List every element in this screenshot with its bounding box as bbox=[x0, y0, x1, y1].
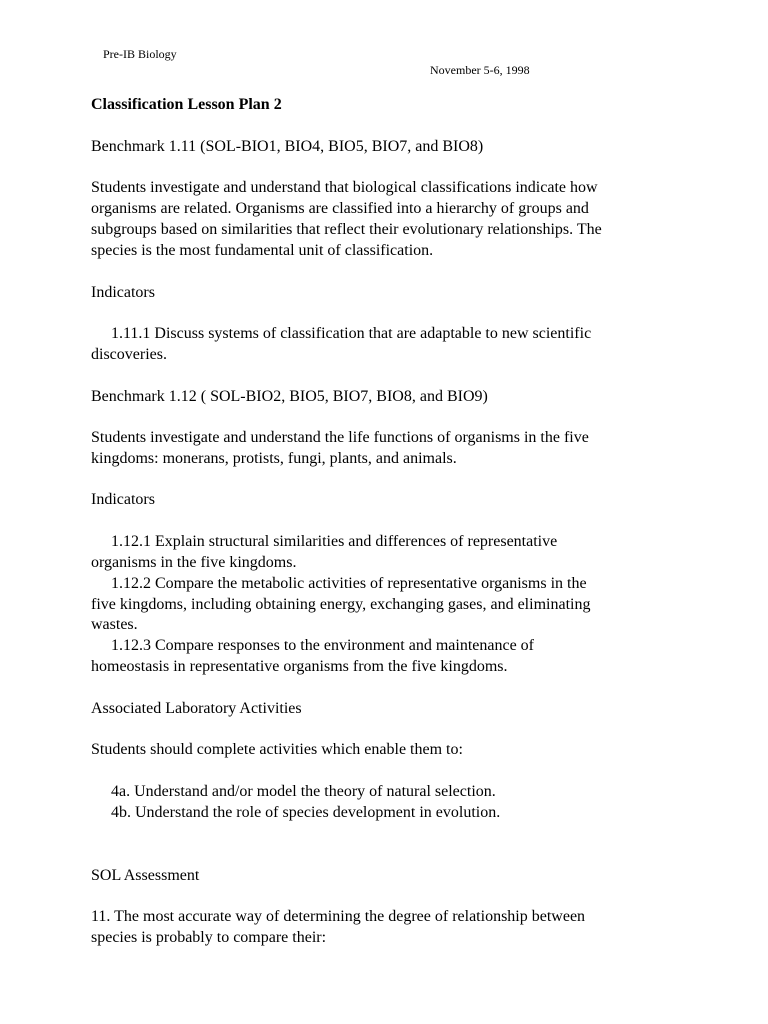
indicator-line: 1.12.3 Compare responses to the environment and maintenance of bbox=[111, 637, 534, 654]
indicator-line: homeostasis in representative organisms from the five kingdoms. bbox=[91, 658, 508, 675]
benchmark-1-text-line: species is the most fundamental unit of classification. bbox=[91, 242, 434, 259]
benchmark-2-text-line: kingdoms: monerans, protists, fungi, plants, and animals. bbox=[91, 450, 457, 467]
lab-heading: Associated Laboratory Activities bbox=[91, 700, 302, 717]
benchmark-2-heading: Benchmark 1.12 ( SOL-BIO2, BIO5, BIO7, BIO8, and BIO9) bbox=[91, 388, 488, 405]
benchmark-1-text-line: organisms are related. Organisms are classified into a hierarchy of groups and bbox=[91, 200, 589, 217]
lab-item: 4b. Understand the role of species development in evolution. bbox=[111, 804, 501, 821]
assessment-heading: SOL Assessment bbox=[91, 867, 200, 884]
benchmark-1-text-line: subgroups based on similarities that reflect their evolutionary relationships. The bbox=[91, 221, 602, 238]
indicator-line: discoveries. bbox=[91, 346, 167, 363]
indicator-line: 1.12.2 Compare the metabolic activities of representative organisms in the bbox=[111, 575, 587, 592]
indicator-line: wastes. bbox=[91, 616, 138, 633]
lab-intro: Students should complete activities which enable them to: bbox=[91, 741, 463, 758]
indicator-line: 1.11.1 Discuss systems of classification that are adaptable to new scientific bbox=[111, 325, 592, 342]
assessment-question-line: species is probably to compare their: bbox=[91, 929, 327, 946]
lab-item: 4a. Understand and/or model the theory of natural selection. bbox=[111, 783, 496, 800]
course-label: Pre-IB Biology bbox=[103, 47, 177, 61]
indicators-heading: Indicators bbox=[91, 491, 155, 508]
document-title: Classification Lesson Plan 2 bbox=[91, 96, 282, 113]
assessment-question-line: 11. The most accurate way of determining the degree of relationship between bbox=[91, 908, 586, 925]
indicators-heading: Indicators bbox=[91, 284, 155, 301]
indicator-line: 1.12.1 Explain structural similarities and differences of representative bbox=[111, 533, 558, 550]
indicator-line: five kingdoms, including obtaining energy, exchanging gases, and eliminating bbox=[91, 596, 591, 613]
benchmark-1-text-line: Students investigate and understand that biological classifications indicate how bbox=[91, 179, 598, 196]
benchmark-1-heading: Benchmark 1.11 (SOL-BIO1, BIO4, BIO5, BIO7, and BIO8) bbox=[91, 138, 484, 155]
indicator-line: organisms in the five kingdoms. bbox=[91, 554, 297, 571]
benchmark-2-text-line: Students investigate and understand the life functions of organisms in the five bbox=[91, 429, 589, 446]
date-label: November 5-6, 1998 bbox=[430, 63, 530, 77]
